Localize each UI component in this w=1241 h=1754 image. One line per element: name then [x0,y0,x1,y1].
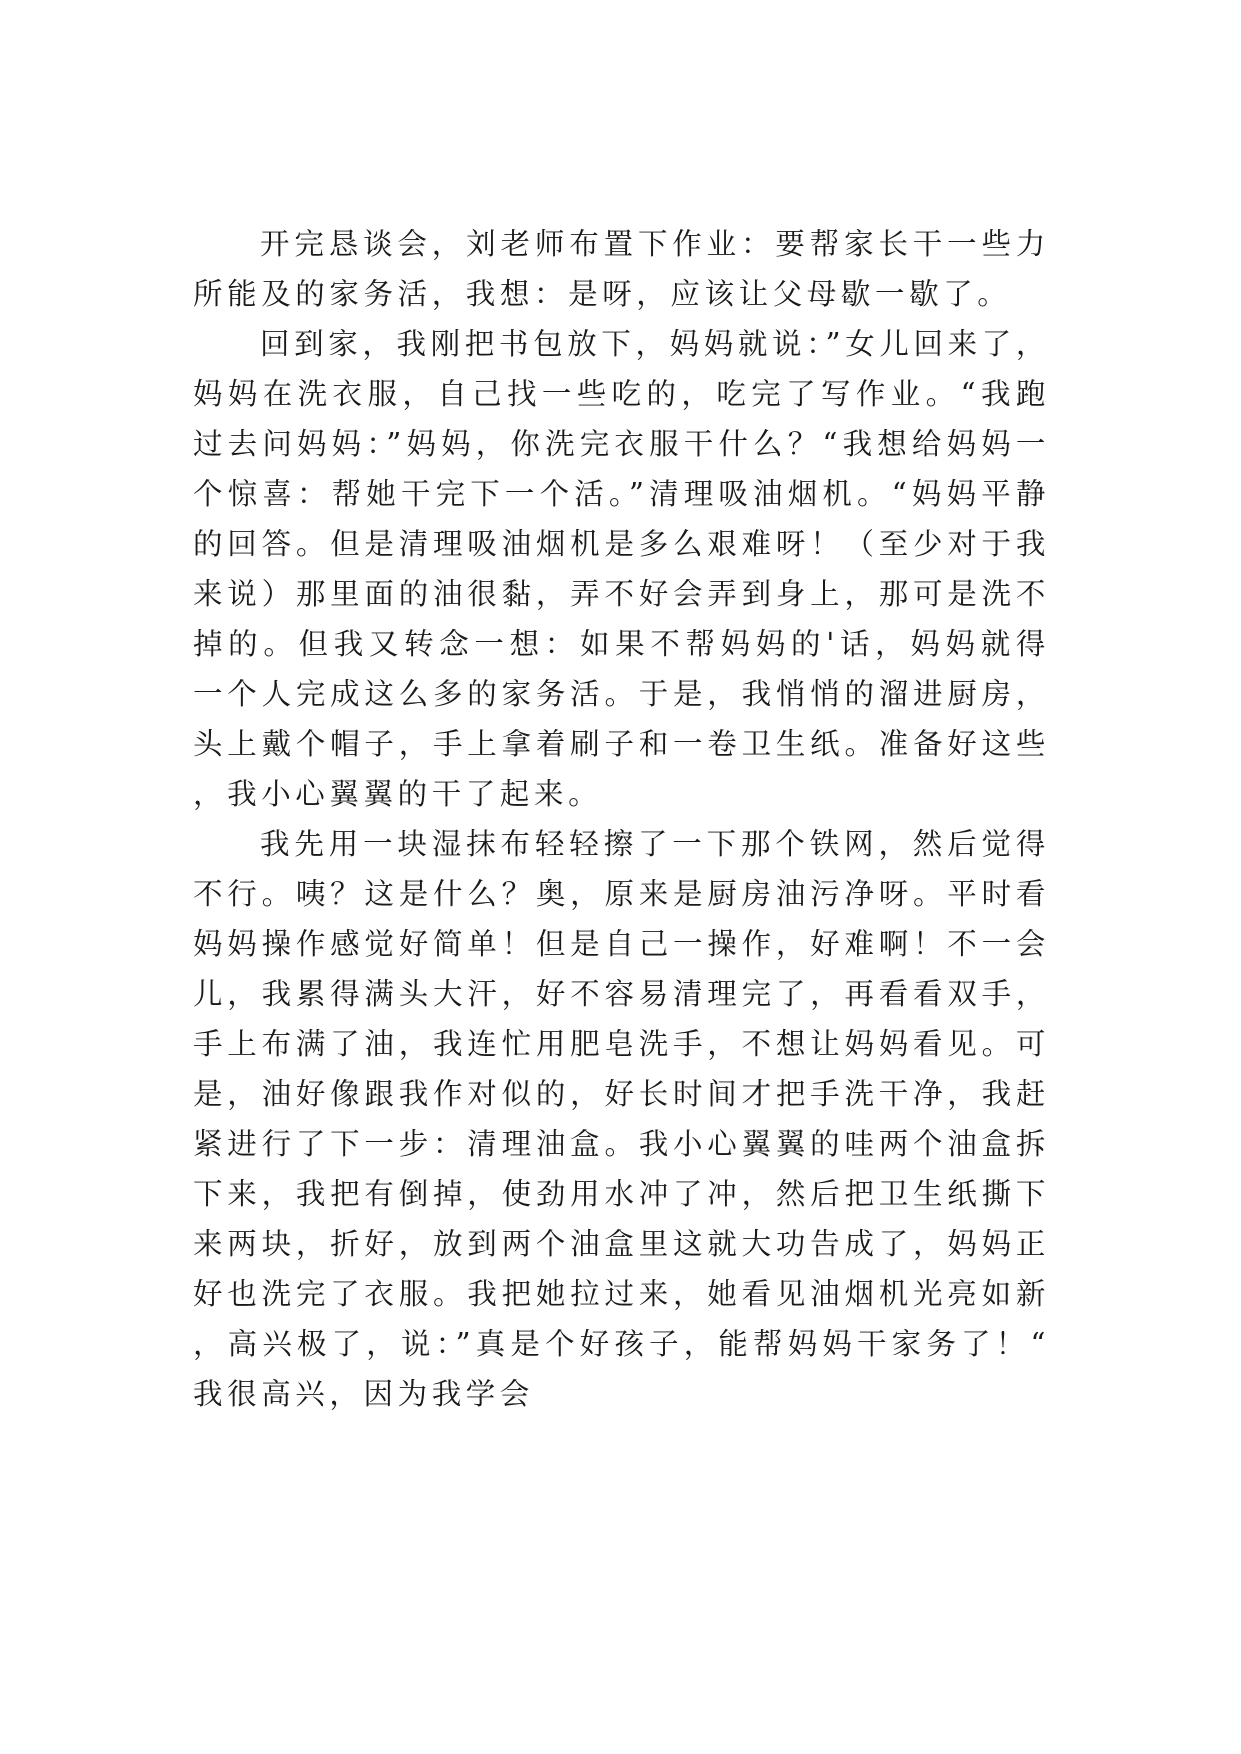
essay-body [193,219,1050,1419]
paragraph-3: 我先用一块湿抹布轻轻擦了一下那个铁网，然后觉得不行。咦？这是什么？奥，原来是厨房油污净呀。平时看妈妈操作感觉好简单！但是自己一操作，好难啊！不一会儿，我累得满头大汗，好不容易清理完了，再看看双手，手上布满了油，我连忙用肥皂洗手，不想让妈妈看见。可是，油好像跟我作对似的，好长时间才把手洗干净，我赶紧进行了下一步：清理油盒。我小心翼翼的哇两个油盒拆下来，我把有倒掉，使劲用水冲了冲，然后把卫生纸撕下来两块，折好，放到两个油盒里这就大功告成了，妈妈正好也洗完了衣服。我把她拉过来，她看见油烟机光亮如新，高兴极了，说：”真是个好孩子，能帮妈妈干家务了！“我很高兴，因为我学会 [193,827,1050,1411]
paragraph-2: 回到家，我刚把书包放下，妈妈就说：”女儿回来了，妈妈在洗衣服，自己找一些吃的，吃完了写作业。“我跑过去问妈妈：”妈妈，你洗完衣服干什么？“我想给妈妈一个惊喜：帮她干完下一个活。”清理吸油烟机。“妈妈平静的回答。但是清理吸油烟机是多么艰难呀！（至少对于我来说）那里面的油很黏，弄不好会弄到身上，那可是洗不掉的。但我又转念一想：如果不帮妈妈的'话，妈妈就得一个人完成这么多的家务活。于是，我悄悄的溜进厨房，头上戴个帽子，手上拿着刷子和一卷卫生纸。准备好这些，我小心翼翼的干了起来。 [193,327,1050,811]
paragraph-1: 开完恳谈会，刘老师布置下作业：要帮家长干一些力所能及的家务活，我想：是呀，应该让父母歇一歇了。 [193,227,1050,311]
